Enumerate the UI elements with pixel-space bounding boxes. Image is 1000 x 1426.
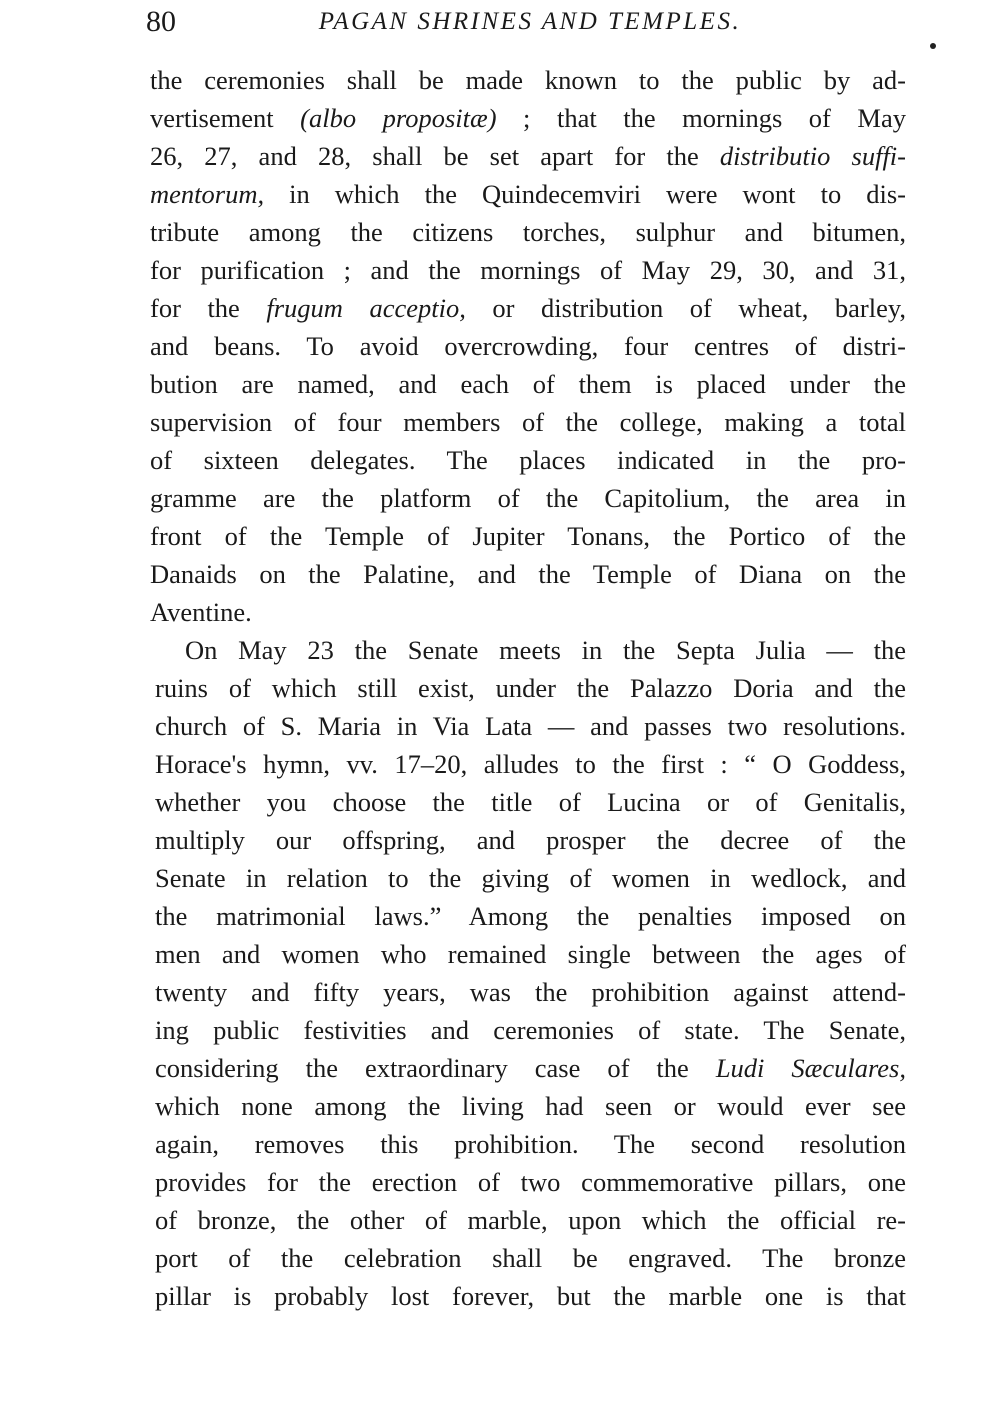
- text-line: again, removes this prohibition. The second resolution: [155, 1129, 906, 1159]
- text-segment: for the: [150, 293, 267, 323]
- text-line: On May 23 the Senate meets in the Septa Julia — the: [185, 635, 906, 665]
- text-line: [150, 175, 906, 213]
- text-line: of sixteen delegates. The places indicated in the pro-: [150, 445, 906, 475]
- text-line: [150, 137, 906, 175]
- italic-phrase: Ludi Sæculares,: [715, 1053, 906, 1083]
- text-segment: considering the extraordinary case of the: [155, 1053, 716, 1083]
- text-line: supervision of four members of the college, making a total: [150, 407, 906, 437]
- text-line: [150, 289, 906, 327]
- text-line: bution are named, and each of them is placed under the: [150, 369, 906, 399]
- text-segment: in which the Quindecemviri were wont to dis-: [264, 179, 906, 209]
- text-line: multiply our offspring, and prosper the decree of the: [155, 825, 906, 855]
- italic-phrase: frugum acceptio,: [266, 293, 466, 323]
- text-line: front of the Temple of Jupiter Tonans, the Portico of the: [150, 521, 906, 551]
- text-line: tribute among the citizens torches, sulphur and bitumen,: [150, 217, 906, 247]
- text-line: the matrimonial laws.” Among the penalties imposed on: [155, 901, 906, 931]
- text-segment: ; that the mornings of May: [496, 103, 906, 133]
- text-segment: vertisement: [150, 103, 301, 133]
- running-head: [146, 2, 912, 42]
- running-title: PAGAN SHRINES AND TEMPLES.: [318, 8, 742, 35]
- text-line: whether you choose the title of Lucina or of Genitalis,: [155, 787, 906, 817]
- paragraph-1: [150, 61, 906, 631]
- paragraph-2: [150, 631, 906, 1315]
- italic-phrase: mentorum,: [150, 179, 265, 209]
- text-line: Aventine.: [150, 597, 252, 627]
- text-line: of bronze, the other of marble, upon which the official re-: [155, 1205, 906, 1235]
- text-line: gramme are the platform of the Capitolium, the area in: [150, 483, 906, 513]
- italic-phrase: (albo propositæ): [300, 103, 497, 133]
- text-line: and beans. To avoid overcrowding, four centres of distri-: [150, 331, 906, 361]
- page-number: 80: [146, 5, 176, 38]
- text-line: ing public festivities and ceremonies of state. The Senate,: [155, 1015, 906, 1045]
- text-line: the ceremonies shall be made known to the public by ad-: [150, 65, 906, 95]
- text-line: Senate in relation to the giving of women in wedlock, and: [155, 863, 906, 893]
- text-line: for purification ; and the mornings of May 29, 30, and 31,: [150, 255, 906, 285]
- text-line: Horace's hymn, vv. 17–20, alludes to the first : “ O Goddess,: [155, 749, 906, 779]
- text-line: [150, 99, 906, 137]
- text-segment: or distribution of wheat, barley,: [465, 293, 906, 323]
- text-line: [150, 1049, 906, 1087]
- text-line: men and women who remained single between the ages of: [155, 939, 906, 969]
- text-line: pillar is probably lost forever, but the marble one is that: [155, 1281, 906, 1311]
- text-line: church of S. Maria in Via Lata — and passes two resolutions.: [155, 711, 906, 741]
- text-line: port of the celebration shall be engraved. The bronze: [155, 1243, 906, 1273]
- text-line: twenty and fifty years, was the prohibition against attend-: [155, 977, 906, 1007]
- text-segment: 26, 27, and 28, shall be set apart for the: [150, 141, 720, 171]
- text-line: which none among the living had seen or would ever see: [155, 1091, 906, 1121]
- text-line: ruins of which still exist, under the Palazzo Doria and the: [155, 673, 906, 703]
- text-line: provides for the erection of two commemorative pillars, one: [155, 1167, 906, 1197]
- italic-phrase: distributio suffi-: [719, 141, 906, 171]
- body-text: [150, 61, 906, 1315]
- ink-speck: [930, 43, 936, 49]
- text-line: Danaids on the Palatine, and the Temple of Diana on the: [150, 559, 906, 589]
